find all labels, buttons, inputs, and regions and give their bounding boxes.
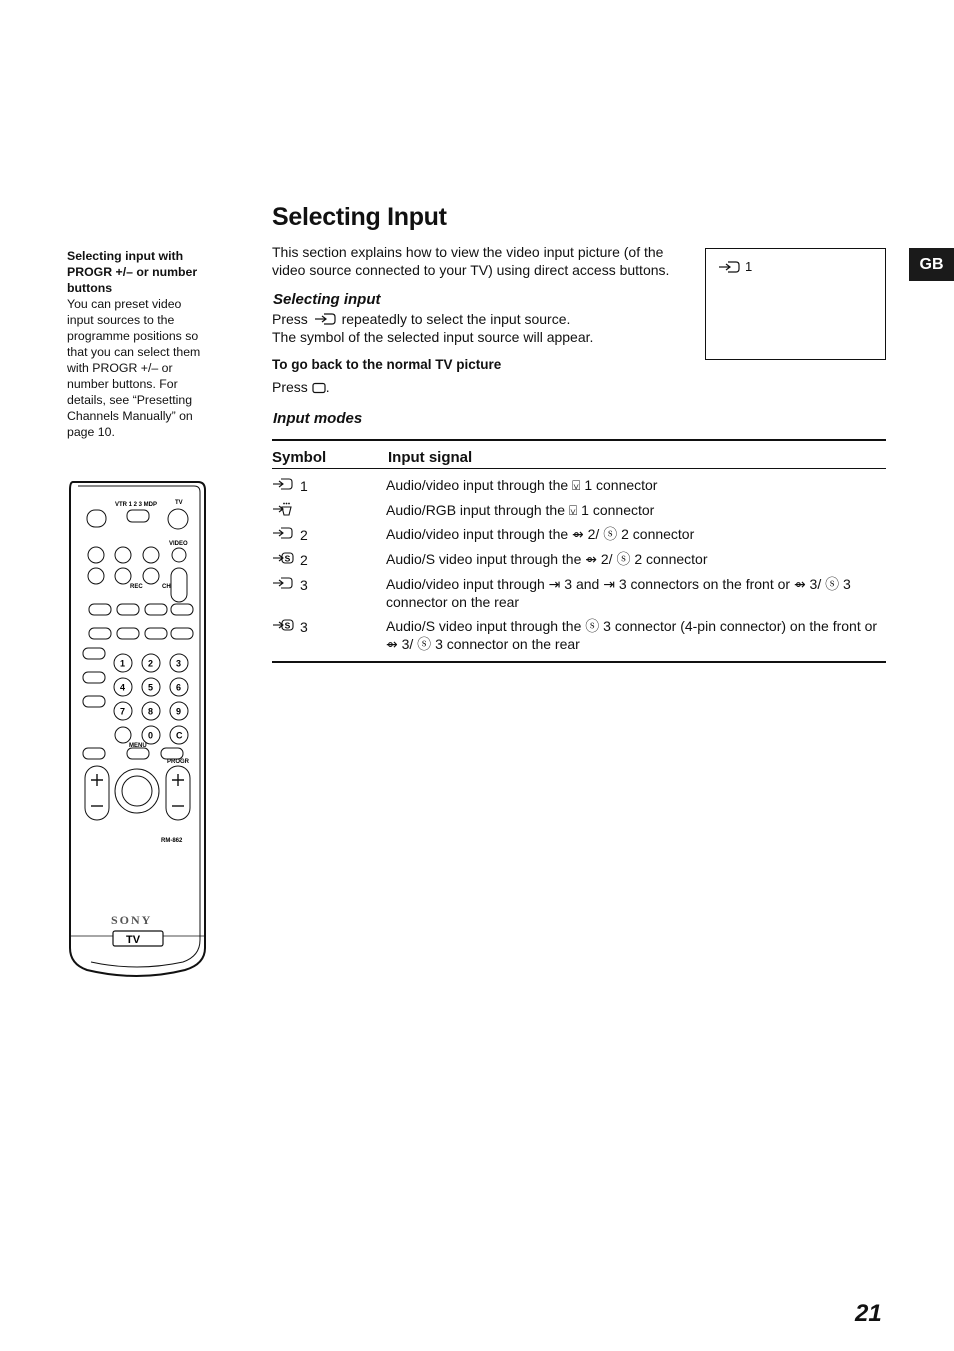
symbol-cell — [272, 476, 386, 495]
signal-cell: Audio/RGB input through the ⍌ 1 connector — [386, 502, 655, 518]
back-heading: To go back to the normal TV picture — [272, 357, 502, 372]
rec-label: REC — [130, 584, 143, 590]
table-row — [272, 575, 886, 611]
screen-input-label: 1 — [745, 259, 753, 274]
step1-text: repeatedly to select the input source. — [341, 311, 571, 327]
signal-cell: Audio/video input through the ⍌ 1 connector — [386, 477, 658, 493]
back-press: Press — [272, 379, 308, 395]
function-button-7[interactable] — [145, 628, 167, 639]
symbol-number: 3 — [300, 619, 308, 635]
sound-button[interactable] — [83, 748, 105, 759]
sidebar-heading: Selecting input with PROGR +/– or number buttons — [67, 249, 198, 295]
rewind-button[interactable] — [88, 547, 104, 563]
mute-button[interactable] — [87, 510, 106, 527]
number-label-5: 5 — [148, 682, 154, 693]
sidebar-body: You can preset video input sources to the programme positions so that you can select them with PROGR +/– or number buttons. For details, see “Presetting Channels Manually” on page 10. — [67, 297, 201, 439]
video-button[interactable] — [172, 548, 186, 562]
table-row — [272, 617, 886, 653]
tv-screen-illustration — [705, 248, 886, 360]
tv-badge: TV — [126, 934, 141, 946]
input-arrow-icon — [272, 526, 294, 540]
step2-text: The symbol of the selected input source will appear. — [272, 328, 594, 345]
input-modes-table — [272, 439, 886, 663]
signal-cell: Audio/S video input through the ⓢ 3 connector (4-pin connector) on the front or ⇴ 3/ ⓢ 3 connector on the rear — [386, 618, 878, 652]
number-label-2: 2 — [148, 658, 154, 669]
symbol-cell — [272, 575, 386, 611]
input-modes-heading: Input modes — [273, 410, 363, 427]
number-label-4: 4 — [120, 682, 126, 693]
stop-button[interactable] — [88, 568, 104, 584]
input-arrow-icon — [718, 260, 740, 274]
fastforward-button[interactable] — [143, 547, 159, 563]
function-button-3[interactable] — [145, 604, 167, 615]
model-label: RM-862 — [161, 838, 183, 844]
table-row — [272, 525, 886, 544]
input-arrow-icon — [272, 576, 294, 590]
s-video-icon — [272, 618, 294, 632]
function-button-5[interactable] — [89, 628, 111, 639]
number-label-6: 6 — [176, 682, 182, 693]
function-button-8[interactable] — [171, 628, 193, 639]
input-arrow-icon — [272, 477, 294, 491]
symbol-cell — [272, 501, 386, 519]
signal-cell: Audio/video input through the ⇴ 2/ ⓢ 2 connector — [386, 526, 695, 542]
teletext-button[interactable] — [115, 727, 131, 743]
menu-label: MENU — [129, 743, 147, 749]
press-word: Press — [272, 311, 308, 327]
intro-text: This section explains how to view the video input picture (of the video source connected to your TV) using direct access buttons. — [272, 244, 670, 278]
symbol-cell — [272, 550, 386, 569]
scart-rgb-icon — [272, 502, 294, 516]
menu-button[interactable] — [127, 748, 149, 759]
input-button-icon — [312, 312, 338, 326]
symbol-number: 3 — [300, 577, 308, 593]
signal-cell: Audio/video input through ⇥ 3 and ⇥ 3 connectors on the front or ⇴ 3/ ⓢ 3 connector on the rear — [386, 576, 851, 610]
page-number: 21 — [855, 1300, 882, 1327]
function-button-1[interactable] — [89, 604, 111, 615]
table-header — [272, 441, 886, 469]
sidebar-note — [67, 248, 207, 440]
symbol-number: 2 — [300, 552, 308, 568]
language-tab: GB — [909, 248, 954, 281]
svg-text:S: S — [284, 620, 291, 631]
svg-text:S: S — [284, 553, 291, 564]
remote-control-illustration — [65, 478, 210, 985]
tv-button-icon — [312, 382, 326, 394]
symbol-number: 1 — [300, 478, 308, 494]
vtr-channel-rocker[interactable] — [171, 568, 187, 602]
number-label-1: 1 — [120, 658, 126, 669]
number-label-0: 0 — [148, 730, 154, 741]
joystick-button[interactable] — [122, 776, 152, 806]
power-button[interactable] — [168, 509, 188, 529]
ch-label: CH — [162, 584, 171, 590]
number-label-9: 9 — [176, 706, 182, 717]
sony-logo: SONY — [111, 913, 153, 927]
page-title: Selecting Input — [272, 203, 447, 231]
ok-button[interactable] — [161, 748, 183, 759]
number-label-C: C — [176, 730, 183, 741]
symbol-cell — [272, 617, 386, 653]
number-label-7: 7 — [120, 706, 126, 717]
function-button-4[interactable] — [171, 604, 193, 615]
function-button-6[interactable] — [117, 628, 139, 639]
selecting-input-heading: Selecting input — [273, 291, 381, 308]
table-row — [272, 550, 886, 569]
function-button-11[interactable] — [83, 696, 105, 707]
table-row — [272, 501, 886, 519]
pause-button[interactable] — [115, 568, 131, 584]
progr-label: PROGR — [167, 759, 190, 765]
back-text: Press . — [272, 379, 330, 395]
symbol-number: 2 — [300, 527, 308, 543]
function-button-10[interactable] — [83, 672, 105, 683]
selecting-input-steps — [272, 311, 702, 346]
number-label-3: 3 — [176, 658, 182, 669]
play-button[interactable] — [115, 547, 131, 563]
symbol-cell — [272, 525, 386, 544]
s-video-icon — [272, 551, 294, 565]
video-label: VIDEO — [169, 541, 188, 547]
function-button-2[interactable] — [117, 604, 139, 615]
function-button-9[interactable] — [83, 648, 105, 659]
remote-control — [65, 478, 210, 980]
col-symbol: Symbol — [272, 449, 327, 466]
number-label-8: 8 — [148, 706, 154, 717]
col-signal: Input signal — [388, 449, 473, 466]
signal-cell: Audio/S video input through the ⇴ 2/ ⓢ 2 connector — [386, 551, 708, 567]
table-row — [272, 476, 886, 495]
tv-label: TV — [175, 500, 183, 506]
vtr-select-button[interactable] — [127, 510, 149, 522]
vtr-label: VTR 1 2 3 MDP — [115, 502, 158, 508]
record-button[interactable] — [143, 568, 159, 584]
